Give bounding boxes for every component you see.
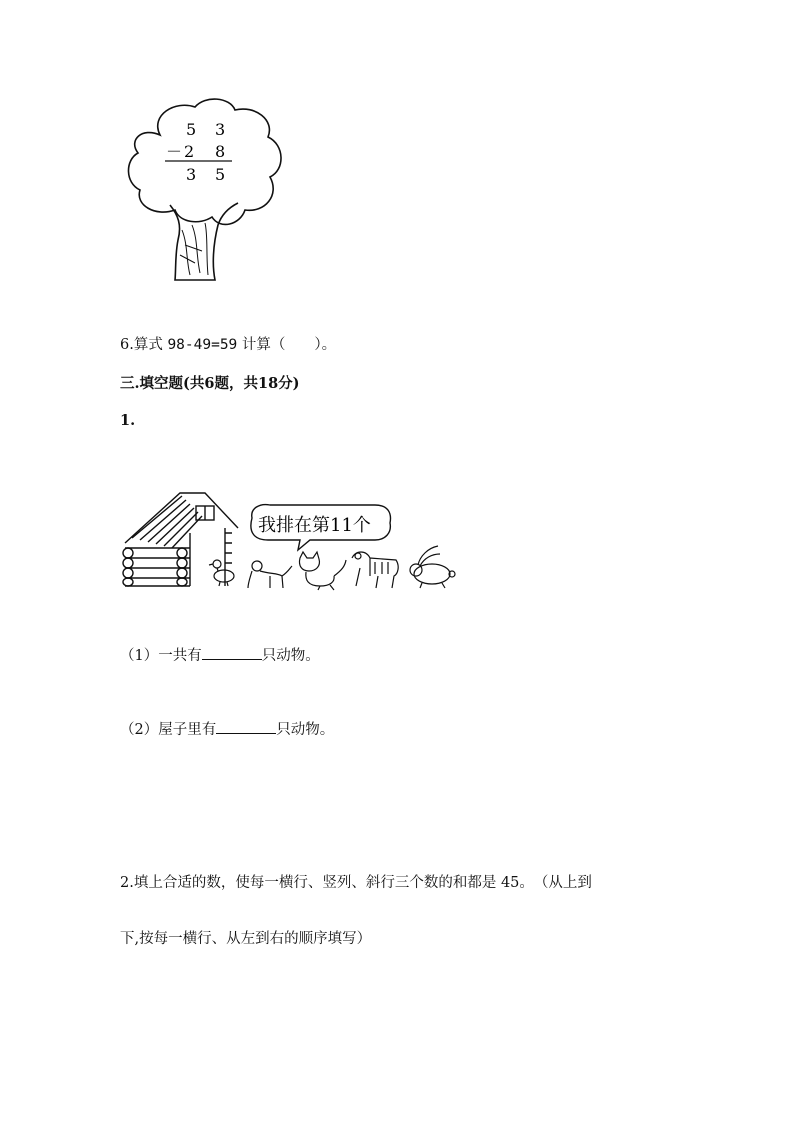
q6-expression: 98-49=59 <box>167 337 238 353</box>
animals-illustration <box>120 488 465 593</box>
house-animals-drawing <box>120 488 465 593</box>
tree-figure <box>120 95 290 290</box>
q6-number: 6. <box>120 337 134 353</box>
q1-part1-suffix: 只动物。 <box>261 648 320 664</box>
tree-row3-a: 3 <box>186 165 197 184</box>
question-2-line1: 2.填上合适的数，使每一横行、竖列、斜行三个数的和都是 45。 （从上到 <box>120 875 592 891</box>
log-house <box>123 493 238 586</box>
q1-part2-prefix: （2）屋子里有 <box>120 722 217 738</box>
q1-part2-suffix: 只动物。 <box>276 722 335 738</box>
tree-minus-sign: － <box>166 142 183 161</box>
duck-icon <box>209 560 234 586</box>
question-6 <box>120 333 336 354</box>
q1-part2 <box>120 718 334 739</box>
question-2-line2: 下,按每一横行、从左到右的顺序填写） <box>120 931 372 947</box>
tree-row1-a: 5 <box>186 120 197 139</box>
q1-part2-blank[interactable] <box>216 719 276 734</box>
dog-icon <box>248 561 292 588</box>
tree-row1-b: 3 <box>215 120 226 139</box>
q1-part1 <box>120 644 320 665</box>
tree-row2-a: 2 <box>184 142 195 161</box>
tree-drawing <box>120 95 290 290</box>
tree-row2-b: 8 <box>215 142 226 161</box>
q6-prefix: 算式 <box>133 337 163 353</box>
q6-suffix: 计算（ ）。 <box>241 337 337 353</box>
q1-part1-blank[interactable] <box>202 645 262 660</box>
rabbit-icon <box>410 546 455 588</box>
q1-part1-prefix: （1）一共有 <box>120 648 202 664</box>
question-1-number: 1. <box>120 412 136 429</box>
cat-icon <box>299 552 346 590</box>
speech-bubble-text: 我排在第11个 <box>258 515 371 536</box>
tree-row3-b: 5 <box>215 165 226 184</box>
section-3-title: 三.填空题(共6题，共18分) <box>120 375 300 392</box>
zebra-icon <box>352 552 398 588</box>
